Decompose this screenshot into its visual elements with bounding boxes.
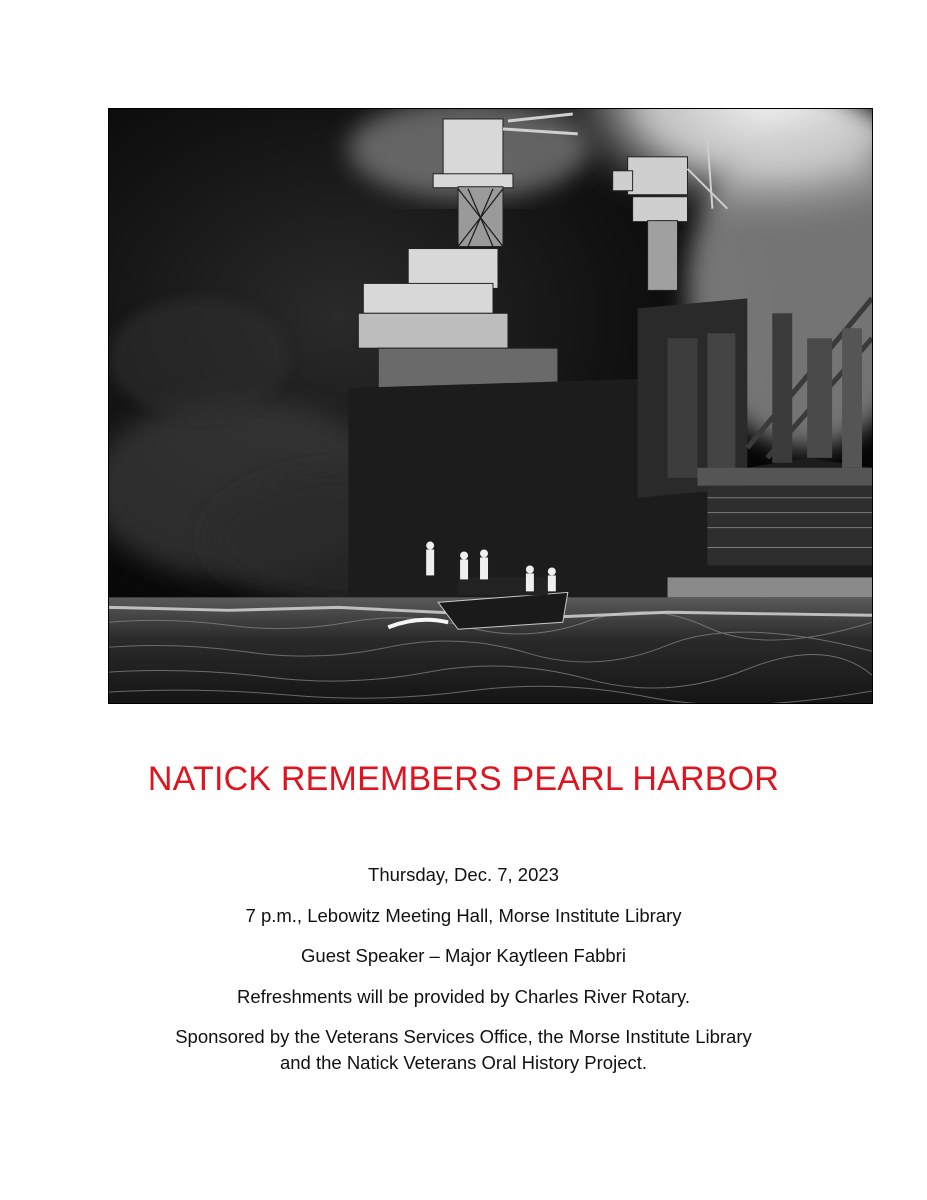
battleship-smoke-image: [109, 109, 872, 703]
event-refreshments: Refreshments will be provided by Charles River Rotary.: [236, 985, 691, 1007]
event-title: NATICK REMEMBERS PEARL HARBOR: [147, 760, 780, 798]
sponsor-line-1: Sponsored by the Veterans Services Office, the Morse Institute Library: [175, 1026, 752, 1047]
event-date: Thursday, Dec. 7, 2023: [368, 864, 559, 885]
event-time-place: 7 p.m., Lebowitz Meeting Hall, Morse Institute Library: [245, 904, 682, 926]
event-sponsors: [0, 1024, 927, 1076]
event-speaker: Guest Speaker – Major Kaytleen Fabbri: [301, 945, 626, 966]
event-details: [0, 862, 927, 1076]
sponsor-line-2: and the Natick Veterans Oral History Project.: [279, 1052, 648, 1073]
pearl-harbor-photo: [108, 108, 873, 704]
